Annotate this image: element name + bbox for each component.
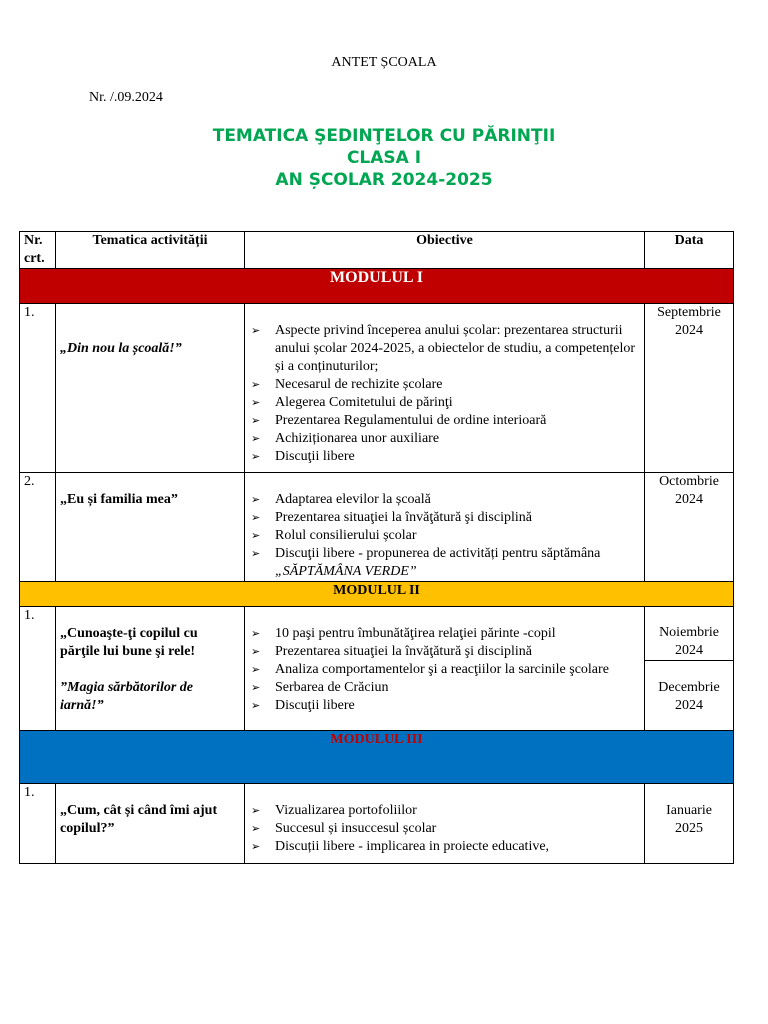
column-header-nr-line1: Nr. [24, 233, 43, 248]
arrow-bullet-icon: ➢ [251, 414, 261, 427]
objective-text: Achiziționarea unor auxiliare [275, 431, 440, 446]
date-month: Septembrie [657, 305, 721, 320]
date-year: 2025 [675, 821, 703, 836]
list-item [251, 527, 640, 545]
list-item [251, 643, 640, 661]
arrow-bullet-icon: ➢ [251, 822, 261, 835]
objective-text: Succesul și insuccesul școlar [275, 821, 437, 836]
objective-text: Discuții libere - implicarea in proiecte educative, [275, 839, 550, 854]
list-item [251, 545, 640, 581]
arrow-bullet-icon: ➢ [251, 699, 261, 712]
date-year: 2024 [675, 323, 703, 338]
row-theme [56, 473, 245, 582]
row-date [645, 784, 734, 864]
list-item [251, 625, 640, 643]
date-month: Decembrie [658, 680, 720, 695]
objective-text: Prezentarea situaţiei la învăţătură şi disciplină [275, 644, 532, 659]
arrow-bullet-icon: ➢ [251, 547, 261, 560]
objective-text: Discuţii libere [275, 698, 355, 713]
arrow-bullet-icon: ➢ [251, 396, 261, 409]
table-row [20, 607, 734, 661]
objectives-list [249, 802, 640, 856]
arrow-bullet-icon: ➢ [251, 432, 261, 445]
date-month: Ianuarie [666, 803, 712, 818]
row-date [645, 304, 734, 473]
objective-text: Analiza comportamentelor şi a reacţiilor la sarcinile şcolare [275, 662, 609, 677]
table-row [20, 304, 734, 473]
module-3-label: MODULUL III [20, 731, 734, 784]
row-theme-text: „Din nou la școală!” [60, 341, 182, 356]
list-item [251, 491, 640, 509]
objectives-list [249, 625, 640, 715]
arrow-bullet-icon: ➢ [251, 645, 261, 658]
column-header-nr [20, 232, 56, 269]
module-2-row [20, 582, 734, 607]
arrow-bullet-icon: ➢ [251, 529, 261, 542]
list-item [251, 430, 640, 448]
objective-italic-text: „SĂPTĂMÂNA VERDE” [275, 564, 417, 579]
document-number: Nr. /.09.2024 [89, 90, 163, 105]
title-line-2: CLASA I [346, 148, 422, 168]
objectives-list [249, 491, 640, 581]
date-month: Noiembrie [659, 625, 719, 640]
table-row [20, 784, 734, 864]
list-item [251, 509, 640, 527]
arrow-bullet-icon: ➢ [251, 840, 261, 853]
list-item [251, 679, 640, 697]
column-header-obiective: Obiective [245, 232, 645, 269]
date-year: 2024 [675, 698, 703, 713]
row-theme [56, 607, 245, 731]
row-theme [56, 304, 245, 473]
table-row [20, 473, 734, 582]
objective-text: Serbarea de Crăciun [275, 680, 389, 695]
row-objectives [245, 304, 645, 473]
row-number: 1. [20, 784, 56, 864]
row-theme-text: „Cum, cât și când îmi ajut copilul?” [60, 803, 218, 836]
list-item [251, 802, 640, 820]
arrow-bullet-icon: ➢ [251, 681, 261, 694]
title-line-3: AN ȘCOLAR 2024-2025 [275, 170, 493, 190]
column-header-tematica: Tematica activității [56, 232, 245, 269]
objective-text: 10 paşi pentru îmbunătăţirea relaţiei părinte -copil [275, 626, 556, 641]
objective-text: Prezentarea situaţiei la învăţătură şi disciplină [275, 510, 532, 525]
arrow-bullet-icon: ➢ [251, 804, 261, 817]
row-number: 1. [20, 607, 56, 731]
list-item [251, 376, 640, 394]
module-1-row [20, 269, 734, 304]
arrow-bullet-icon: ➢ [251, 493, 261, 506]
themes-table [19, 231, 734, 864]
objective-text: Aspecte privind începerea anului școlar: prezentarea structurii anului școlar 2024-2025, a obiectelor de studiu, a competențelor și a conținuturilor; [275, 323, 636, 374]
row-theme-text: „Cunoaşte-ţi copilul cu părţile lui bune şi rele! [60, 626, 198, 659]
row-objectives [245, 473, 645, 582]
module-1-label: MODULUL I [20, 269, 734, 304]
objective-text: Alegerea Comitetului de părinţi [275, 395, 453, 410]
arrow-bullet-icon: ➢ [251, 324, 261, 337]
date-year: 2024 [675, 492, 703, 507]
column-header-nr-line2: crt. [24, 251, 45, 266]
objective-text: Adaptarea elevilor la școală [275, 492, 431, 507]
row-number: 2. [20, 473, 56, 582]
list-item [251, 412, 640, 430]
row-objectives [245, 607, 645, 731]
arrow-bullet-icon: ➢ [251, 450, 261, 463]
row-theme [56, 784, 245, 864]
objective-text: Discuţii libere - propunerea de activități pentru săptămâna [275, 546, 601, 561]
row-theme-text-2: ”Magia sărbătorilor de iarnă!” [60, 680, 194, 713]
module-2-label: MODULUL II [20, 582, 734, 607]
list-item [251, 448, 640, 466]
row-date [645, 607, 734, 661]
objective-text: Prezentarea Regulamentului de ordine interioară [275, 413, 547, 428]
arrow-bullet-icon: ➢ [251, 663, 261, 676]
row-number: 1. [20, 304, 56, 473]
column-header-data: Data [645, 232, 734, 269]
list-item [251, 661, 640, 679]
list-item [251, 838, 640, 856]
list-item [251, 322, 640, 376]
row-date [645, 473, 734, 582]
list-item [251, 394, 640, 412]
objective-text: Necesarul de rechizite școlare [275, 377, 443, 392]
module-3-row [20, 731, 734, 784]
title-line-1: TEMATICA ŞEDINŢELOR CU PĂRINŢII [212, 126, 556, 146]
arrow-bullet-icon: ➢ [251, 378, 261, 391]
objective-text: Vizualizarea portofoliilor [275, 803, 417, 818]
row-objectives [245, 784, 645, 864]
header-antet: ANTET ȘCOALA [331, 55, 437, 70]
date-month: Octombrie [659, 474, 719, 489]
list-item [251, 697, 640, 715]
row-date [645, 661, 734, 731]
list-item [251, 820, 640, 838]
objective-text: Rolul consilierului școlar [275, 528, 417, 543]
row-theme-text: „Eu și familia mea” [60, 492, 178, 507]
date-year: 2024 [675, 643, 703, 658]
document-title [0, 125, 768, 191]
objective-text: Discuţii libere [275, 449, 355, 464]
arrow-bullet-icon: ➢ [251, 627, 261, 640]
objectives-list [249, 322, 640, 466]
arrow-bullet-icon: ➢ [251, 511, 261, 524]
table-header-row [20, 232, 734, 269]
